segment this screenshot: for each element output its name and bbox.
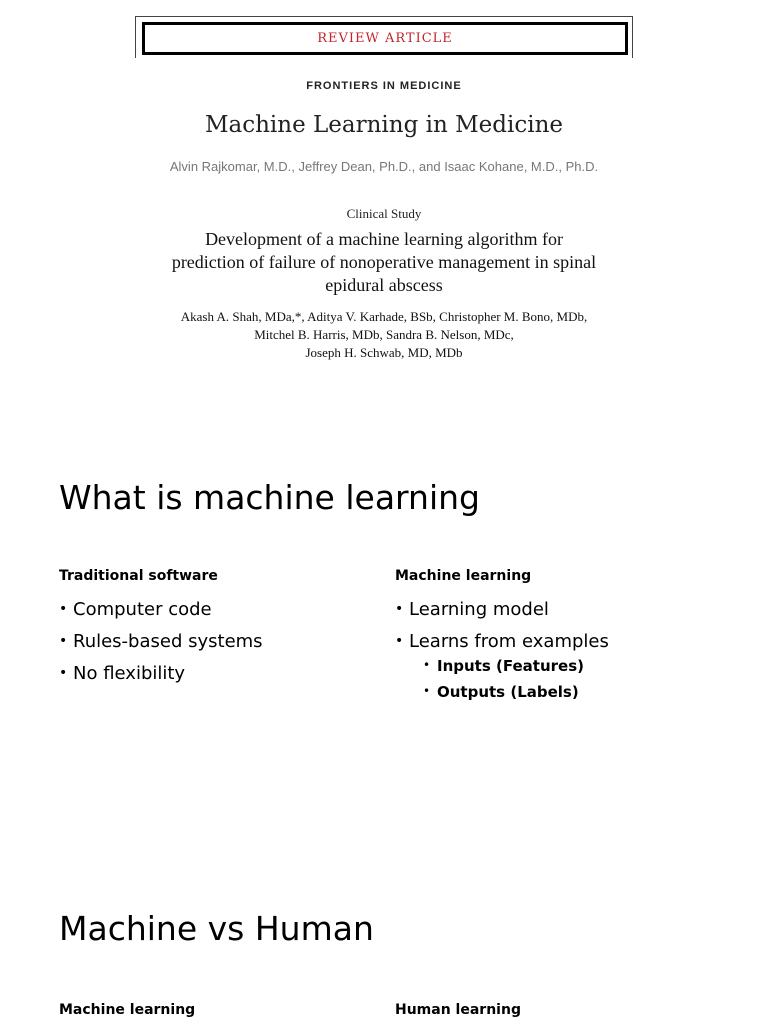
machine-learning-sublist	[395, 655, 609, 707]
machine-learning-heading: Machine learning	[395, 568, 532, 584]
study-title	[140, 228, 628, 297]
study-author-line: Mitchel B. Harris, MDb, Sandra B. Nelson, MDc,	[254, 327, 514, 342]
machine-learning-list	[395, 597, 609, 707]
list-item: • Learns from examples	[395, 629, 609, 661]
list-item: • Rules-based systems	[59, 629, 263, 661]
study-title-line: prediction of failure of nonoperative management in spinal	[171, 252, 597, 272]
machine-learning-heading-2: Machine learning	[59, 1002, 196, 1018]
study-title-line: epidural abscess	[325, 275, 443, 295]
paper-title: Machine Learning in Medicine	[204, 112, 564, 138]
sub-list-item: • Inputs (Features)	[423, 655, 609, 681]
study-title-line: Development of a machine learning algorithm for	[205, 229, 563, 249]
study-author-line: Joseph H. Schwab, MD, MDb	[305, 345, 463, 360]
human-learning-heading: Human learning	[395, 1002, 521, 1018]
sub-list-item: • Outputs (Labels)	[423, 681, 609, 707]
slide-title-what-is-ml: What is machine learning	[59, 478, 480, 517]
journal-section: FRONTIERS IN MEDICINE	[306, 80, 462, 92]
review-article-badge: REVIEW ARTICLE	[142, 22, 628, 55]
list-item: • Learning model	[395, 597, 609, 629]
traditional-software-heading: Traditional software	[59, 568, 218, 584]
list-item: • No flexibility	[59, 661, 263, 693]
study-label: Clinical Study	[346, 206, 422, 221]
study-authors	[140, 308, 628, 362]
sub-list-container	[395, 655, 609, 707]
study-author-line: Akash A. Shah, MDa,*, Aditya V. Karhade, BSb, Christopher M. Bono, MDb,	[180, 309, 588, 324]
traditional-software-list	[59, 597, 263, 693]
paper-authors: Alvin Rajkomar, M.D., Jeffrey Dean, Ph.D., and Isaac Kohane, M.D., Ph.D.	[169, 159, 599, 174]
list-item: • Computer code	[59, 597, 263, 629]
slide-title-machine-vs-human: Machine vs Human	[59, 909, 374, 948]
